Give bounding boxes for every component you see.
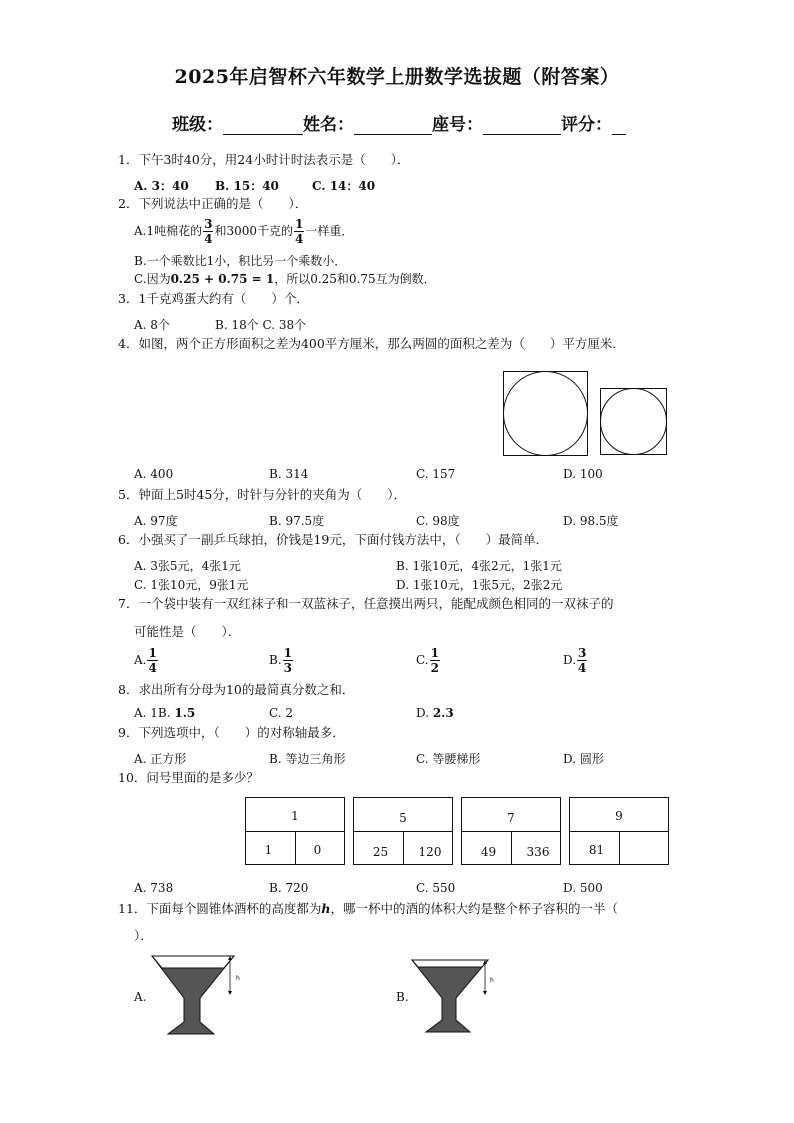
q5-option-a[interactable]: A. 97度 bbox=[134, 514, 178, 528]
q2-a-text-1: A.1吨棉花的 bbox=[134, 224, 203, 238]
box2-top: 5 bbox=[399, 811, 407, 825]
number-box-3 bbox=[461, 797, 561, 865]
q2-option-a[interactable] bbox=[134, 218, 353, 245]
q7-c-letter: C. bbox=[416, 653, 429, 667]
small-circle bbox=[601, 389, 667, 455]
seat-label: 座号： bbox=[432, 115, 483, 135]
q6-option-d[interactable]: D. 1张10元，1张5元，2张2元 bbox=[396, 578, 563, 592]
question-3-stem: 3．1千克鸡蛋大约有（ ）个． bbox=[118, 291, 309, 306]
q2-option-c[interactable] bbox=[134, 270, 436, 287]
number-box-1 bbox=[245, 797, 345, 865]
q2-c-text-2: ，所以0.25和0.75互为倒数． bbox=[274, 272, 436, 286]
fraction-1-2: $\frac{1}{2}$ bbox=[430, 646, 439, 675]
question-5-stem: 5．钟面上5时45分，时针与分针的夹角为（ ）． bbox=[118, 487, 407, 502]
q1-option-c[interactable]: C. 14：40 bbox=[312, 179, 376, 193]
seat-blank[interactable] bbox=[483, 116, 561, 135]
q4-option-b[interactable]: B. 314 bbox=[269, 467, 309, 481]
q10-option-b[interactable]: B. 720 bbox=[269, 881, 309, 895]
q7-option-c[interactable] bbox=[416, 647, 441, 674]
number-box-2 bbox=[353, 797, 453, 865]
q10-option-c[interactable]: C. 550 bbox=[416, 881, 456, 895]
q11-stem-text-1: 11．下面每个圆锥体酒杯的高度都为 bbox=[118, 901, 322, 916]
score-blank[interactable] bbox=[612, 116, 626, 135]
q7-d-letter: D. bbox=[563, 653, 577, 667]
question-4-stem: 4．如图，两个正方形面积之差为400平方厘米，那么两圆的面积之差为（ ）平方厘米． bbox=[118, 336, 625, 351]
student-info-line bbox=[172, 110, 626, 135]
q1-option-a[interactable]: A. 3：40 bbox=[134, 179, 189, 193]
question-8-stem: 8．求出所有分母为10的最简真分数之和． bbox=[118, 682, 355, 697]
q11-height-variable: h bbox=[321, 901, 331, 916]
q7-b-letter: B. bbox=[269, 653, 282, 667]
q5-option-b[interactable]: B. 97.5度 bbox=[269, 514, 325, 528]
q1-option-b[interactable]: B. 15：40 bbox=[215, 179, 279, 193]
question-2-stem: 2．下列说法中正确的是（ ）． bbox=[118, 196, 308, 211]
q8-option-c[interactable]: C. 2 bbox=[269, 706, 294, 720]
question-7-stem-line2: 可能性是（ ）． bbox=[134, 624, 241, 639]
box1-top: 1 bbox=[291, 809, 299, 823]
q9-option-c[interactable]: C. 等腰梯形 bbox=[416, 752, 481, 766]
q8-option-d[interactable] bbox=[416, 706, 454, 720]
question-9-stem: 9．下列选项中，（ ）的对称轴最多． bbox=[118, 725, 345, 740]
fraction-1-3: $\frac{1}{3}$ bbox=[283, 646, 292, 675]
q2-option-b[interactable]: B.一个乘数比1小，积比另一个乘数小． bbox=[134, 254, 347, 268]
q8-option-a-b[interactable] bbox=[134, 706, 195, 720]
box1-right: 0 bbox=[313, 843, 322, 857]
glass-a-height-label: h bbox=[236, 975, 240, 982]
glass-b-height-label: h bbox=[490, 977, 494, 984]
box2-right: 120 bbox=[418, 845, 442, 859]
box4-top: 9 bbox=[615, 809, 623, 823]
q10-option-d[interactable]: D. 500 bbox=[563, 881, 603, 895]
q7-option-b[interactable] bbox=[269, 647, 294, 674]
question-11-stem-line2: ）． bbox=[134, 928, 153, 943]
q2-a-text-2: 和3000千克的 bbox=[214, 224, 294, 238]
q8-d-letter: D. bbox=[416, 706, 433, 720]
box1-left: 1 bbox=[264, 843, 273, 857]
q8-d-value: 2.3 bbox=[432, 706, 454, 720]
q3-option-a[interactable]: A. 8个 bbox=[134, 318, 170, 332]
class-label: 班级： bbox=[172, 115, 223, 135]
q8-ab-text: A. 1B. bbox=[134, 706, 175, 720]
q6-option-a[interactable]: A. 3张5元，4张1元 bbox=[134, 559, 241, 573]
q2-c-text-1: C.因为 bbox=[134, 272, 171, 286]
class-blank[interactable] bbox=[223, 116, 303, 135]
q4-option-d[interactable]: D. 100 bbox=[563, 467, 603, 481]
page-title: 2025年启智杯六年数学上册数学选拔题（附答案） bbox=[174, 66, 620, 88]
box3-right: 336 bbox=[526, 845, 550, 859]
q6-option-b[interactable]: B. 1张10元，4张2元，1张1元 bbox=[396, 559, 562, 573]
q9-option-a[interactable]: A. 正方形 bbox=[134, 752, 187, 766]
q10-option-a[interactable]: A. 738 bbox=[134, 881, 174, 895]
question-7-stem-line1: 7．一个袋中装有一双红袜子和一双蓝袜子，任意摸出两只，能配成颜色相同的一双袜子的 bbox=[118, 596, 614, 611]
q2-c-math: 0.25 + 0.75 = 1 bbox=[170, 272, 275, 286]
score-label: 评分： bbox=[561, 115, 612, 135]
q9-option-d[interactable]: D. 圆形 bbox=[563, 752, 604, 766]
box3-left: 49 bbox=[480, 845, 497, 859]
squares-circles-figure bbox=[500, 368, 670, 458]
question-11-stem-line1 bbox=[118, 899, 618, 917]
number-box-4 bbox=[569, 797, 669, 865]
q7-option-a[interactable] bbox=[134, 647, 159, 674]
q4-option-a[interactable]: A. 400 bbox=[134, 467, 174, 481]
fraction-three-quarters: $\frac{3}{4}$ bbox=[204, 217, 213, 246]
box3-top: 7 bbox=[507, 811, 515, 825]
q11-option-b[interactable]: B. bbox=[396, 990, 409, 1004]
box4-left: 81 bbox=[588, 843, 605, 857]
wine-glass-b bbox=[410, 958, 500, 1036]
q5-option-c[interactable]: C. 98度 bbox=[416, 514, 460, 528]
large-circle bbox=[504, 372, 588, 456]
q5-option-d[interactable]: D. 98.5度 bbox=[563, 514, 619, 528]
q11-stem-text-2: ，哪一杯中的酒的体积大约是整个杯子容积的一半（ bbox=[330, 901, 619, 916]
fraction-one-quarter: $\frac{1}{4}$ bbox=[295, 217, 304, 246]
box2-left: 25 bbox=[372, 845, 389, 859]
q11-option-a[interactable]: A. bbox=[134, 990, 147, 1004]
name-label: 姓名： bbox=[303, 115, 354, 135]
question-10-stem: 10．问号里面的是多少？ bbox=[118, 770, 259, 785]
q3-option-b-c[interactable]: B. 18个 C. 38个 bbox=[215, 318, 307, 332]
q2-a-text-3: 一样重． bbox=[305, 224, 354, 238]
q6-option-c[interactable]: C. 1张10元，9张1元 bbox=[134, 578, 249, 592]
question-1-stem: 1．下午3时40分，用24小时计时法表示是（ ）． bbox=[118, 152, 410, 167]
q7-a-letter: A. bbox=[134, 653, 147, 667]
wine-glass-a bbox=[148, 954, 244, 1036]
question-6-stem: 6．小强买了一副乒乓球拍，价钱是19元，下面付钱方法中，（ ）最简单． bbox=[118, 532, 549, 547]
q4-option-c[interactable]: C. 157 bbox=[416, 467, 456, 481]
fraction-1-4: $\frac{1}{4}$ bbox=[148, 646, 157, 675]
fraction-3-4: $\frac{3}{4}$ bbox=[578, 646, 587, 675]
q7-option-d[interactable] bbox=[563, 647, 588, 674]
q8-b-value: 1.5 bbox=[174, 706, 196, 720]
q9-option-b[interactable]: B. 等边三角形 bbox=[269, 752, 346, 766]
name-blank[interactable] bbox=[354, 116, 432, 135]
